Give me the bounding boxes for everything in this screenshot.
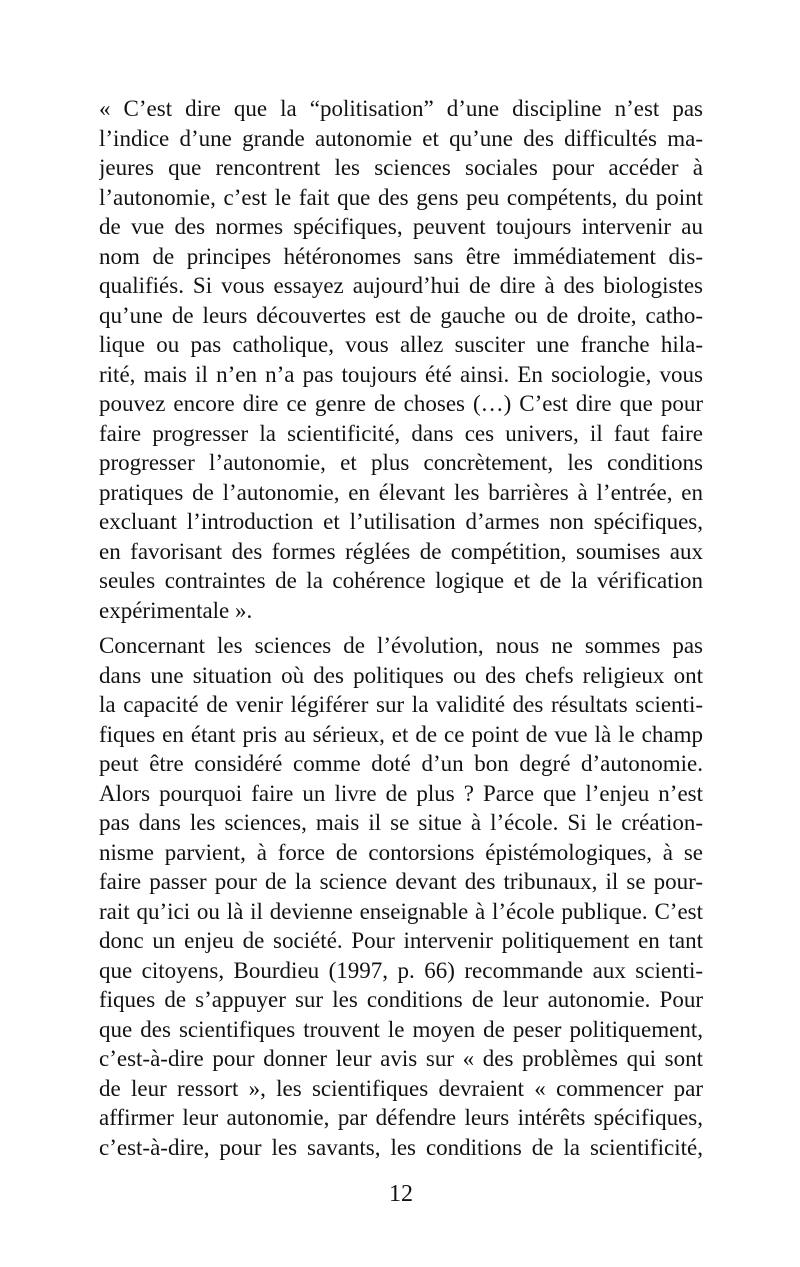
text-line: fiques de s’appuyer sur les conditions de leur autonomie. Pour <box>99 987 703 1012</box>
text-line: c’est-à-dire, pour les savants, les conditions de la scientificité, <box>99 1134 703 1160</box>
text-line: de vue des normes spécifiques, peuvent toujours intervenir au <box>99 214 703 239</box>
text-line: faire progresser la scientificité, dans ces univers, il faut faire <box>99 420 703 446</box>
text-line: de leur ressort », les scientifiques devraient « commencer par <box>99 1075 703 1101</box>
text-line: peut être considéré comme doté d’un bon degré d’autonomie. <box>99 751 703 776</box>
text-line: l’indice d’une grande autonomie et qu’une des difficultés ma- <box>99 125 703 151</box>
text-line: lique ou pas catholique, vous allez susciter une franche hila- <box>99 332 703 357</box>
text-line: qualifiés. Si vous essayez aujourd’hui de dire à des biologistes <box>99 273 703 298</box>
text-line: nom de principes hétéronomes sans être immédiatement dis- <box>99 243 703 269</box>
text-line: dans une situation où des politiques ou des chefs religieux ont <box>99 662 703 688</box>
page-number: 12 <box>389 1181 413 1207</box>
text-line: nisme parvient, à force de contorsions épistémologiques, à se <box>99 839 703 865</box>
text-line: jeures que rencontrent les sciences sociales pour accéder à <box>99 155 703 180</box>
text-line: fiques en étant pris au sérieux, et de ce point de vue là le champ <box>99 721 703 747</box>
body-paragraph <box>99 631 703 1162</box>
text-line: en favorisant des formes réglées de compétition, soumises aux <box>99 538 703 564</box>
text-line: seules contraintes de la cohérence logique et de la vérification <box>99 568 703 593</box>
text-line: Alors pourquoi faire un livre de plus ? Parce que l’enjeu n’est <box>99 780 703 806</box>
text-line: excluant l’introduction et l’utilisation d’armes non spécifiques, <box>99 509 703 534</box>
text-line: progresser l’autonomie, et plus concrètement, les conditions <box>99 450 703 475</box>
text-line: que citoyens, Bourdieu (1997, p. 66) recommande aux scienti- <box>99 957 703 983</box>
text-line: affirmer leur autonomie, par défendre leurs intérêts spécifiques, <box>99 1105 703 1130</box>
text-line: donc un enjeu de société. Pour intervenir politiquement en tant <box>99 928 703 953</box>
text-line: rité, mais il n’en n’a pas toujours été ainsi. En sociologie, vous <box>99 361 703 387</box>
block-quote-paragraph <box>99 94 703 625</box>
text-line: « C’est dire que la “politisation” d’une discipline n’est pas <box>99 96 703 121</box>
text-line: qu’une de leurs découvertes est de gauche ou de droite, catho- <box>99 302 703 328</box>
text-line: pas dans les sciences, mais il se situe à l’école. Si le création- <box>99 810 703 835</box>
text-line: faire passer pour de la science devant des tribunaux, il se pour- <box>99 869 703 894</box>
text-line: expérimentale ». <box>99 597 253 623</box>
text-line: pratiques de l’autonomie, en élevant les barrières à l’entrée, en <box>99 479 703 505</box>
text-line: l’autonomie, c’est le fait que des gens peu compétents, du point <box>99 184 703 210</box>
text-line: Concernant les sciences de l’évolution, nous ne sommes pas <box>99 633 703 658</box>
text-line: la capacité de venir légiférer sur la validité des résultats scienti- <box>99 692 703 717</box>
text-line: rait qu’ici ou là il devienne enseignable à l’école publique. C’est <box>99 898 703 924</box>
text-line: pouvez encore dire ce genre de choses (…) C’est dire que pour <box>99 391 703 416</box>
text-line: c’est-à-dire pour donner leur avis sur « des problèmes qui sont <box>99 1046 703 1071</box>
text-line: que des scientifiques trouvent le moyen de peser politiquement, <box>99 1016 703 1042</box>
